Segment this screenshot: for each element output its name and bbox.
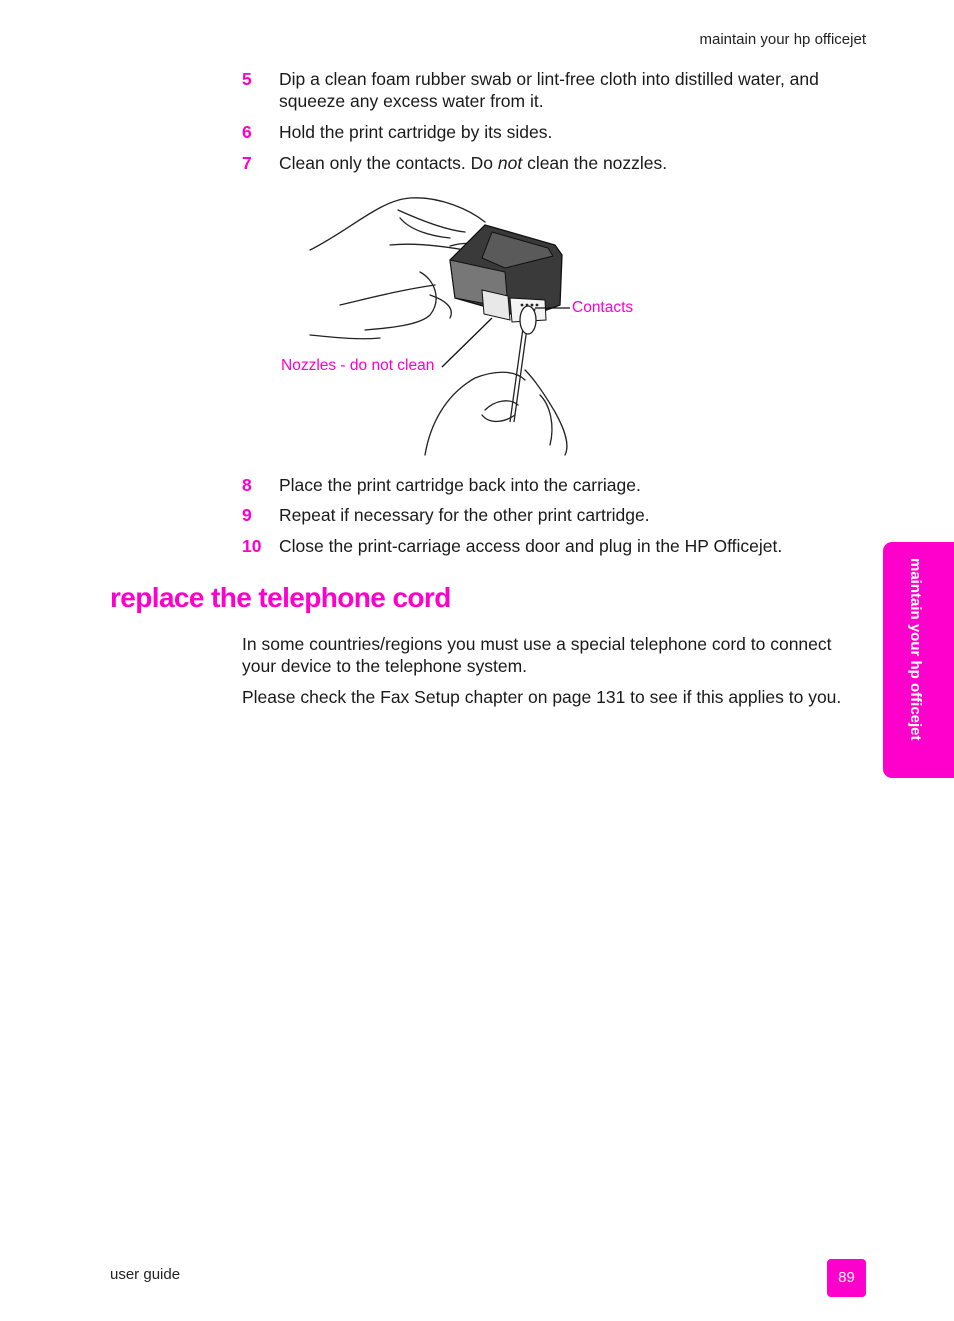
running-header: maintain your hp officejet	[699, 31, 866, 48]
cartridge-illustration-drawing	[270, 190, 670, 465]
step-7	[242, 152, 842, 174]
step-number: 10	[242, 536, 262, 556]
step-text-emphasis: not	[497, 153, 523, 173]
chapter-side-tab	[883, 542, 954, 778]
step-9	[242, 504, 842, 526]
cartridge-cleaning-illustration	[270, 190, 670, 465]
section-heading: replace the telephone cord	[110, 582, 451, 613]
step-text-part: clean the nozzles.	[522, 153, 668, 173]
step-text: Close the print-carriage access door and plug in the HP Officejet.	[279, 536, 783, 556]
step-number: 8	[242, 475, 252, 495]
callout-contacts: Contacts	[572, 299, 634, 316]
step-8	[242, 474, 842, 496]
section-paragraph-1: In some countries/regions you must use a special telephone cord to connect your device to the telephone system.	[242, 634, 832, 676]
callout-nozzles: Nozzles - do not clean	[281, 357, 435, 374]
step-number: 9	[242, 505, 252, 525]
chapter-side-tab-label: maintain your hp officejet	[907, 558, 924, 741]
step-text-part: Clean only the contacts. Do	[279, 153, 498, 173]
step-6	[242, 121, 842, 143]
step-text	[279, 152, 842, 174]
page-number-badge: 89	[827, 1259, 866, 1297]
footer-doc-title: user guide	[110, 1266, 181, 1283]
step-number: 7	[242, 153, 252, 173]
step-text: Place the print cartridge back into the carriage.	[279, 475, 641, 495]
step-text: Dip a clean foam rubber swab or lint-free cloth into distilled water, and squeeze any excess water from it.	[279, 69, 819, 111]
step-number: 6	[242, 122, 252, 142]
step-text: Repeat if necessary for the other print cartridge.	[279, 505, 650, 525]
step-number: 5	[242, 69, 252, 89]
step-text: Hold the print cartridge by its sides.	[279, 122, 553, 142]
step-10	[242, 535, 842, 557]
step-5	[242, 68, 842, 112]
section-paragraph-2: Please check the Fax Setup chapter on page 131 to see if this applies to you.	[242, 687, 842, 707]
